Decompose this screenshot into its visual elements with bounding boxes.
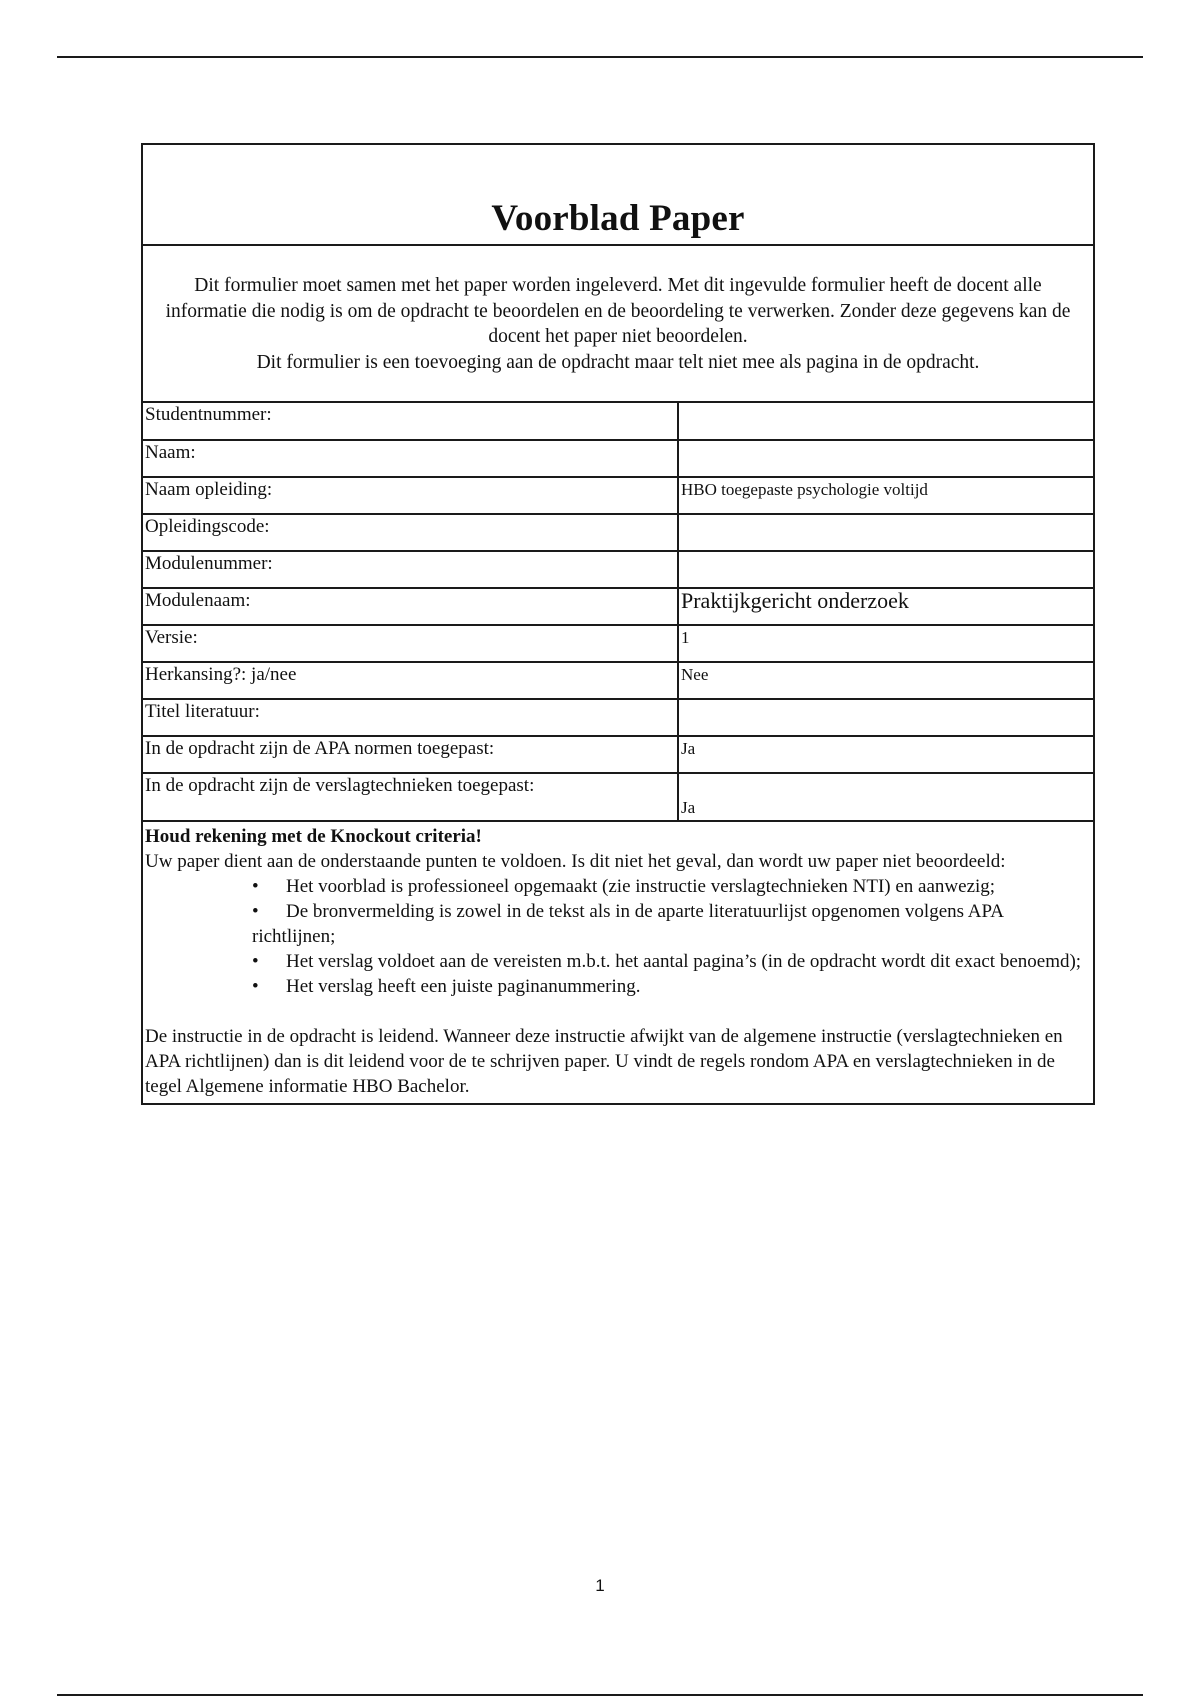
field-value-versie[interactable]: 1 xyxy=(678,625,1093,662)
field-value-herkansing[interactable]: Nee xyxy=(678,662,1093,699)
field-label: Versie: xyxy=(143,625,678,662)
field-row-verslagtechnieken xyxy=(143,773,1093,821)
field-row-apa-normen xyxy=(143,736,1093,773)
header-rule xyxy=(57,56,1143,58)
field-row-opleidingscode xyxy=(143,514,1093,551)
field-value-modulenaam[interactable]: Praktijkgericht onderzoek xyxy=(678,588,1093,625)
field-row-studentnummer xyxy=(143,403,1093,440)
list-item-text: Het verslag heeft een juiste paginanummering. xyxy=(286,976,641,997)
page-title: Voorblad Paper xyxy=(491,198,745,239)
bullet-icon: • xyxy=(252,876,259,897)
field-row-modulenummer xyxy=(143,551,1093,588)
knockout-section xyxy=(143,822,1093,1103)
intro-note: Dit formulier is een toevoeging aan de opdracht maar telt niet mee als pagina in de opdracht. xyxy=(256,351,980,373)
knockout-intro: Uw paper dient aan de onderstaande punten te voldoen. Is dit niet het geval, dan wordt uw paper niet beoordeeld: xyxy=(145,851,1006,872)
field-value-apa-normen[interactable]: Ja xyxy=(678,736,1093,773)
field-label: In de opdracht zijn de verslagtechnieken toegepast: xyxy=(143,773,678,821)
field-label: Herkansing?: ja/nee xyxy=(143,662,678,699)
list-item xyxy=(252,949,1091,974)
bullet-icon: • xyxy=(252,976,259,997)
list-item xyxy=(252,899,1091,949)
intro-text: Dit formulier moet samen met het paper worden ingeleverd. Met dit ingevulde formulier heeft de docent alle informatie die nodig is om de opdracht te beoordelen en de beoordeling te verwerken. Zonder deze gegevens kan de docent het paper niet beoordelen. xyxy=(165,275,1071,347)
field-value-opleidingscode[interactable] xyxy=(678,514,1093,551)
field-row-naam-opleiding xyxy=(143,477,1093,514)
field-value-studentnummer[interactable] xyxy=(678,403,1093,440)
field-label: Modulenummer: xyxy=(143,551,678,588)
field-row-naam xyxy=(143,440,1093,477)
knockout-list xyxy=(145,874,1091,999)
field-label: Titel literatuur: xyxy=(143,699,678,736)
field-row-titel-literatuur xyxy=(143,699,1093,736)
field-value-titel-literatuur[interactable] xyxy=(678,699,1093,736)
field-label: Studentnummer: xyxy=(143,403,678,440)
field-label: In de opdracht zijn de APA normen toegepast: xyxy=(143,736,678,773)
cover-form xyxy=(141,143,1095,1105)
bullet-icon: • xyxy=(252,951,259,972)
list-item xyxy=(252,974,1091,999)
field-label: Opleidingscode: xyxy=(143,514,678,551)
field-label: Naam: xyxy=(143,440,678,477)
field-row-versie xyxy=(143,625,1093,662)
title-box xyxy=(143,145,1093,246)
list-item-text: Het verslag voldoet aan de vereisten m.b.t. het aantal pagina’s (in de opdracht wordt dit exact benoemd); xyxy=(286,951,1082,972)
page-number: 1 xyxy=(595,1576,605,1595)
field-row-modulenaam xyxy=(143,588,1093,625)
list-item-text: De bronvermelding is zowel in de tekst als in de aparte literatuurlijst opgenomen volgens APA richtlijnen; xyxy=(252,901,1003,947)
footer-rule xyxy=(57,1694,1143,1696)
spacer xyxy=(145,999,1091,1024)
field-label: Naam opleiding: xyxy=(143,477,678,514)
list-item-text: Het voorblad is professioneel opgemaakt (zie instructie verslagtechnieken NTI) en aanwezig; xyxy=(286,876,996,897)
field-value-verslagtechnieken[interactable]: Ja xyxy=(678,773,1093,821)
field-label: Modulenaam: xyxy=(143,588,678,625)
bullet-icon: • xyxy=(252,901,259,922)
list-item xyxy=(252,874,1091,899)
field-row-herkansing xyxy=(143,662,1093,699)
field-value-modulenummer[interactable] xyxy=(678,551,1093,588)
knockout-title: Houd rekening met de Knockout criteria! xyxy=(145,826,482,847)
field-value-naam[interactable] xyxy=(678,440,1093,477)
intro-section xyxy=(143,246,1093,403)
knockout-footer: De instructie in de opdracht is leidend. Wanneer deze instructie afwijkt van de algemene instructie (verslagtechnieken en APA richtlijnen) dan is dit leidend voor de te schrijven paper. U vindt de regels rondom APA en verslagtechnieken in de tegel Algemene informatie HBO Bachelor. xyxy=(145,1026,1063,1097)
fields-table xyxy=(143,403,1093,822)
field-value-naam-opleiding[interactable]: HBO toegepaste psychologie voltijd xyxy=(678,477,1093,514)
